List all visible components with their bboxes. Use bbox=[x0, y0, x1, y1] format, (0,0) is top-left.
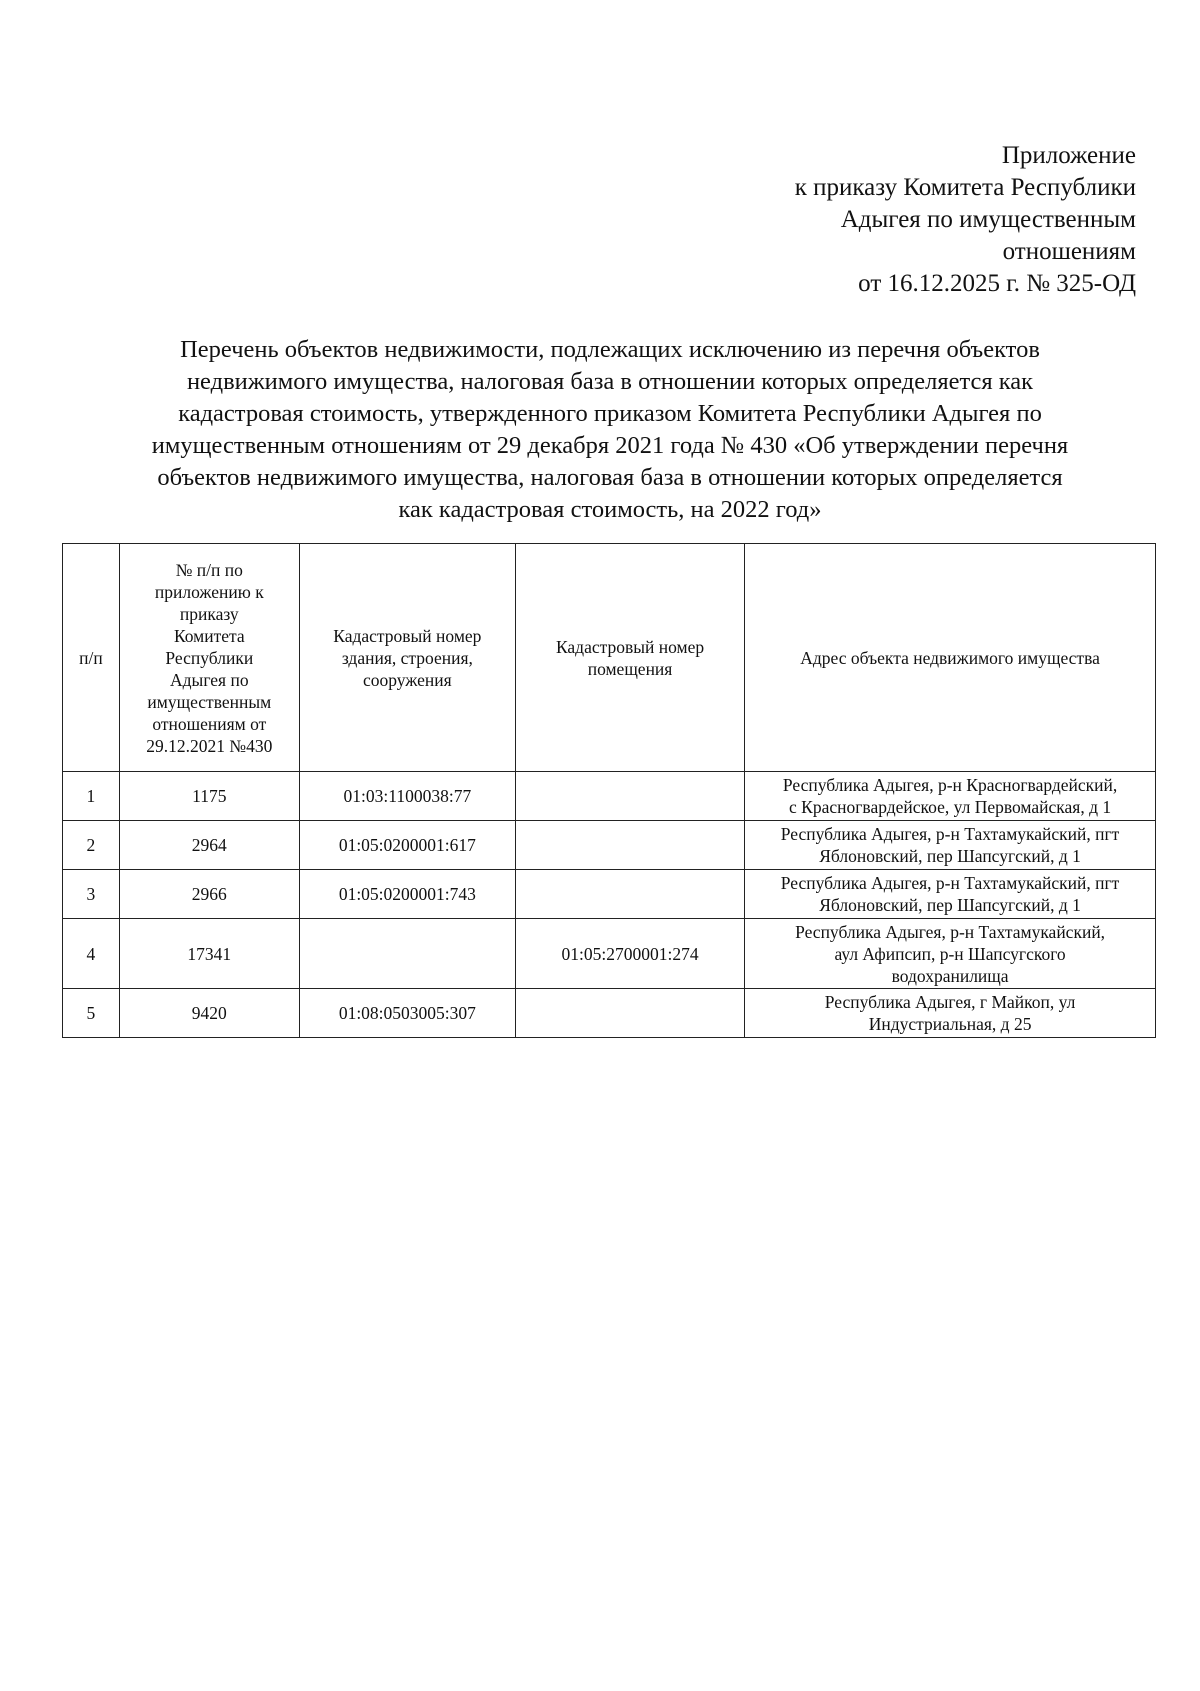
cell-building: 01:05:0200001:617 bbox=[299, 821, 515, 870]
table-row bbox=[63, 821, 1156, 870]
cell-address: Республика Адыгея, р-н Тахтамукайский, пгт Яблоновский, пер Шапсугский, д 1 bbox=[745, 870, 1156, 919]
appendix-line: к приказу Комитета Республики bbox=[794, 174, 1136, 201]
cell-premises bbox=[515, 821, 744, 870]
title-line: кадастровая стоимость, утвержденного приказом Комитета Республики Адыгея по bbox=[178, 400, 1042, 427]
cell-num: 3 bbox=[63, 870, 120, 919]
appendix-line: Приложение bbox=[1001, 142, 1136, 169]
cell-premises bbox=[515, 772, 744, 821]
cell-order-num: 2966 bbox=[119, 870, 299, 919]
appendix-line: Адыгея по имущественным bbox=[840, 206, 1136, 233]
title-line: недвижимого имущества, налоговая база в отношении которых определяется как bbox=[186, 368, 1034, 395]
appendix-line: отношениям bbox=[1002, 238, 1136, 265]
cell-building: 01:05:0200001:743 bbox=[299, 870, 515, 919]
header-order-num: № п/п по приложению к приказу Комитета Республики Адыгея по имущественным отношениям от 29.12.2021 №430 bbox=[119, 544, 299, 772]
cell-building: 01:08:0503005:307 bbox=[299, 989, 515, 1038]
cell-num: 5 bbox=[63, 989, 120, 1038]
cell-premises bbox=[515, 870, 744, 919]
cell-building: 01:03:1100038:77 bbox=[299, 772, 515, 821]
cell-num: 2 bbox=[63, 821, 120, 870]
header-address: Адрес объекта недвижимого имущества bbox=[745, 544, 1156, 772]
objects-table bbox=[62, 543, 1156, 1038]
cell-building bbox=[299, 919, 515, 989]
appendix-line: от 16.12.2025 г. № 325-ОД bbox=[858, 270, 1136, 297]
table-header-row bbox=[63, 544, 1156, 772]
cell-order-num: 1175 bbox=[119, 772, 299, 821]
title-line: объектов недвижимого имущества, налоговая база в отношении которых определяется bbox=[157, 464, 1063, 491]
cell-premises: 01:05:2700001:274 bbox=[515, 919, 744, 989]
document-title bbox=[70, 334, 1150, 526]
header-building-cadastral: Кадастровый номер здания, строения, сооружения bbox=[299, 544, 515, 772]
cell-order-num: 2964 bbox=[119, 821, 299, 870]
cell-order-num: 17341 bbox=[119, 919, 299, 989]
table-row bbox=[63, 989, 1156, 1038]
appendix-block bbox=[616, 140, 1136, 300]
header-num: п/п bbox=[63, 544, 120, 772]
table-row bbox=[63, 772, 1156, 821]
cell-premises bbox=[515, 989, 744, 1038]
table-row bbox=[63, 870, 1156, 919]
title-line: Перечень объектов недвижимости, подлежащих исключению из перечня объектов bbox=[180, 336, 1040, 363]
cell-num: 4 bbox=[63, 919, 120, 989]
cell-address: Республика Адыгея, р-н Тахтамукайский, аул Афипсип, р-н Шапсугского водохранилища bbox=[745, 919, 1156, 989]
cell-address: Республика Адыгея, г Майкоп, ул Индустриальная, д 25 bbox=[745, 989, 1156, 1038]
cell-address: Республика Адыгея, р-н Тахтамукайский, пгт Яблоновский, пер Шапсугский, д 1 bbox=[745, 821, 1156, 870]
cell-address: Республика Адыгея, р-н Красногвардейский, с Красногвардейское, ул Первомайская, д 1 bbox=[745, 772, 1156, 821]
cell-num: 1 bbox=[63, 772, 120, 821]
title-line: как кадастровая стоимость, на 2022 год» bbox=[398, 496, 822, 523]
header-premises-cadastral: Кадастровый номер помещения bbox=[515, 544, 744, 772]
title-line: имущественным отношениям от 29 декабря 2021 года № 430 «Об утверждении перечня bbox=[151, 432, 1069, 459]
table-row bbox=[63, 919, 1156, 989]
cell-order-num: 9420 bbox=[119, 989, 299, 1038]
